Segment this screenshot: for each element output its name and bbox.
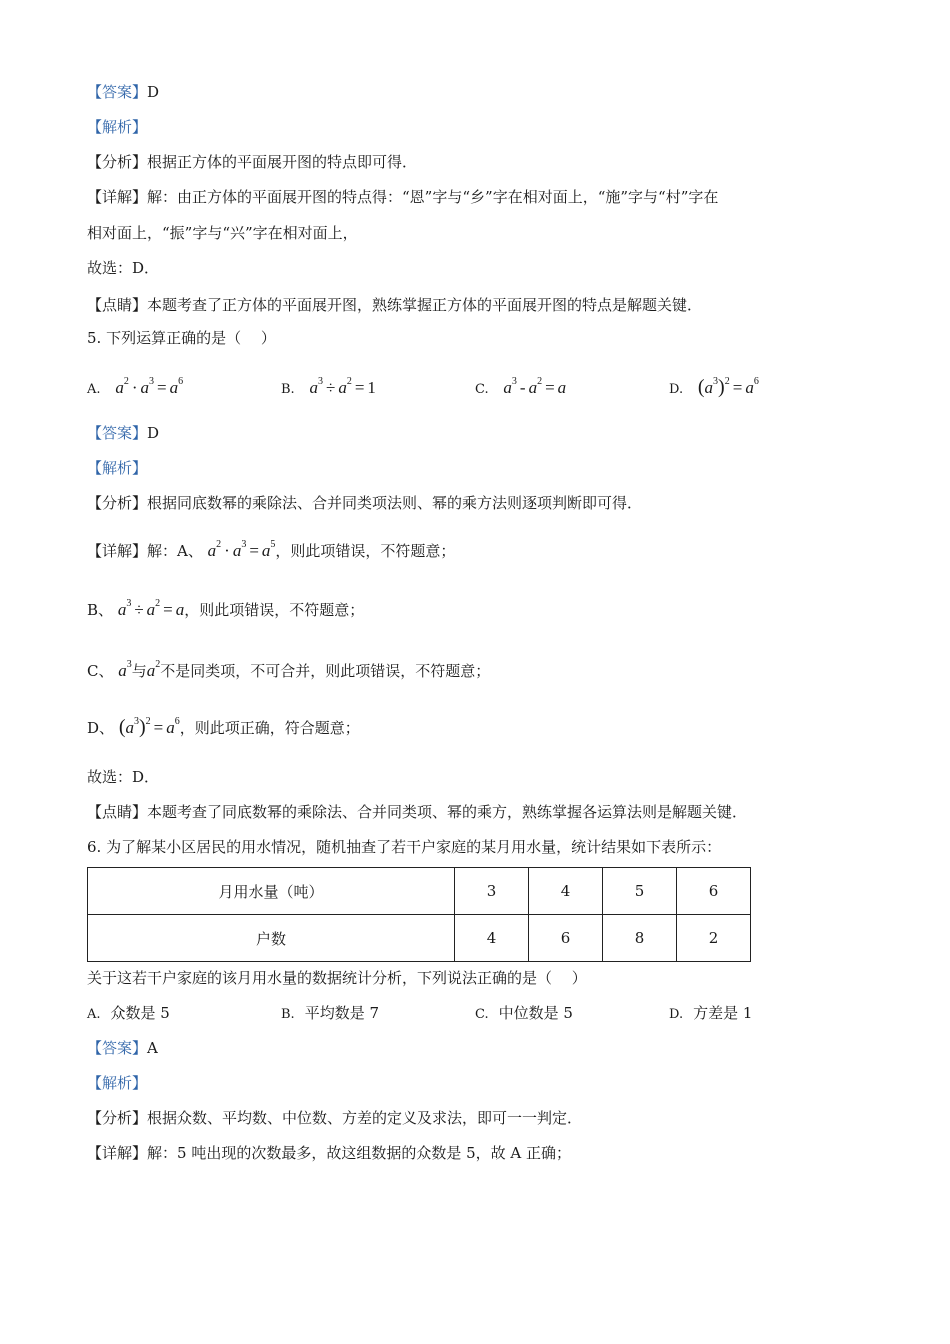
q5-fenxi: [87, 493, 642, 513]
q6-option-a: A. 众数是 5: [87, 1004, 170, 1022]
option-label: B.: [281, 382, 295, 397]
detail-text: 解：5 吨出现的次数最多，故这组数据的众数是 5，故 A 正确；: [147, 1144, 572, 1162]
fenxi-text: 根据正方体的平面展开图的特点即可得．: [147, 153, 418, 171]
analysis-tag: 【解析】: [87, 1074, 148, 1092]
q6-option-b: B. 平均数是 7: [281, 1004, 379, 1022]
answer-value: D: [147, 424, 160, 442]
q5-stem: 5. 下列运算正确的是（ ）: [87, 329, 276, 347]
detail-prefix: D、: [87, 719, 115, 737]
q5-option-c: [475, 372, 566, 400]
math-expression: $a^3 - a^2 = a$: [503, 376, 567, 397]
water-usage-table: [87, 867, 751, 962]
q4-detail-1: [87, 187, 718, 207]
q6-options: [87, 1003, 867, 1025]
q6-answer-line: [87, 1038, 158, 1058]
analysis-tag: 【解析】: [87, 459, 148, 477]
detail-tag: 【详解】: [87, 188, 148, 206]
q6-question: 关于这若干户家庭的该月用水量的数据统计分析，下列说法正确的是（ ）: [87, 969, 587, 987]
comment-text: 本题考查了同底数幂的乘除法、合并同类项、幂的乘方，熟练掌握各运算法则是解题关键．: [147, 803, 748, 821]
math-expression: $a^3 \div a^2 = 1$: [309, 376, 376, 397]
q5-options: [87, 372, 867, 398]
comment-tag: 【点睛】: [87, 803, 148, 821]
table-cell: 8: [603, 915, 677, 962]
q6-detail: [87, 1143, 571, 1163]
analysis-tag: 【解析】: [87, 118, 148, 136]
detail-suffix: ，则此项正确，符合题意；: [179, 719, 360, 737]
q5-detail-c: [87, 655, 490, 681]
math-expression: $(a^3)^2 = a^6$: [118, 716, 180, 738]
q4-comment: [87, 295, 702, 315]
math-expression: $a^2$: [146, 659, 161, 680]
q5-detail-d: [87, 712, 360, 740]
q4-answer-line: [87, 82, 159, 102]
q5-option-a: [87, 372, 183, 400]
table-cell: 2: [677, 915, 751, 962]
q6-fenxi: [87, 1108, 582, 1128]
table-header-cell: 户数: [88, 915, 455, 962]
table-cell: 5: [603, 868, 677, 915]
q4-fenxi: [87, 152, 417, 172]
table-header-cell: 月用水量（吨）: [88, 868, 455, 915]
math-expression: $a^3$: [118, 659, 132, 680]
answer-tag: 【答案】: [87, 1039, 148, 1057]
q5-option-b: [281, 372, 376, 400]
math-expression: $a^2 \cdot a^3 = a^5$: [207, 539, 276, 560]
q4-detail-2: 相对面上，“振”字与“兴”字在相对面上，: [87, 224, 358, 242]
detail-text: 解：由正方体的平面展开图的特点得：“恩”字与“乡”字在相对面上，“施”字与“村”字在: [147, 188, 719, 206]
q6-stem: 6. 为了解某小区居民的用水情况，随机抽查了若干户家庭的某月用水量，统计结果如下表所示：: [87, 838, 722, 856]
math-expression: $a^2 \cdot a^3 = a^6$: [115, 376, 184, 397]
detail-tag: 【详解】: [87, 1144, 148, 1162]
q4-choose: 故选：D．: [87, 259, 160, 277]
q6-option-d: D. 方差是 1: [669, 1004, 753, 1022]
table-cell: 4: [455, 915, 529, 962]
table-cell: 4: [529, 868, 603, 915]
fenxi-tag: 【分析】: [87, 1109, 148, 1127]
answer-tag: 【答案】: [87, 83, 148, 101]
detail-suffix: ，则此项错误，不符题意；: [184, 601, 365, 619]
detail-suffix: 不是同类项，不可合并，则此项错误，不符题意；: [160, 662, 491, 680]
q5-choose: 故选：D．: [87, 768, 160, 786]
q4-analysis-heading: [87, 117, 147, 137]
q5-detail-a: [87, 535, 455, 561]
option-label: D.: [669, 382, 684, 397]
option-label: A.: [87, 382, 101, 397]
math-expression: $(a^3)^2 = a^6$: [697, 376, 759, 398]
fenxi-text: 根据众数、平均数、中位数、方差的定义及求法，即可一一判定．: [147, 1109, 583, 1127]
table-cell: 6: [529, 915, 603, 962]
table-cell: 3: [455, 868, 529, 915]
comment-text: 本题考查了正方体的平面展开图，熟练掌握正方体的平面展开图的特点是解题关键．: [147, 296, 703, 314]
answer-value: D: [147, 83, 160, 101]
detail-prefix: 解：A、: [147, 542, 203, 560]
math-expression: $a^3 \div a^2 = a$: [117, 598, 185, 619]
fenxi-text: 根据同底数幂的乘除法、合并同类项法则、幂的乘方法则逐项判断即可得．: [147, 494, 643, 512]
detail-prefix: B、: [87, 601, 114, 619]
fenxi-tag: 【分析】: [87, 153, 148, 171]
q6-analysis-heading: [87, 1073, 147, 1093]
option-label: C.: [475, 382, 489, 397]
table-cell: 6: [677, 868, 751, 915]
answer-tag: 【答案】: [87, 424, 148, 442]
detail-suffix: ，则此项错误，不符题意；: [275, 542, 456, 560]
q5-detail-b: [87, 594, 364, 620]
q6-option-c: C. 中位数是 5: [475, 1004, 573, 1022]
fenxi-tag: 【分析】: [87, 494, 148, 512]
q5-analysis-heading: [87, 458, 147, 478]
table-row: [88, 868, 751, 915]
detail-prefix: C、: [87, 662, 114, 680]
comment-tag: 【点睛】: [87, 296, 148, 314]
q5-option-d: [669, 372, 759, 400]
detail-connector: 与: [131, 662, 147, 680]
table-row: [88, 915, 751, 962]
q5-comment: [87, 802, 747, 822]
q5-answer-line: [87, 423, 159, 443]
detail-tag: 【详解】: [87, 542, 148, 560]
answer-value: A: [147, 1039, 158, 1057]
